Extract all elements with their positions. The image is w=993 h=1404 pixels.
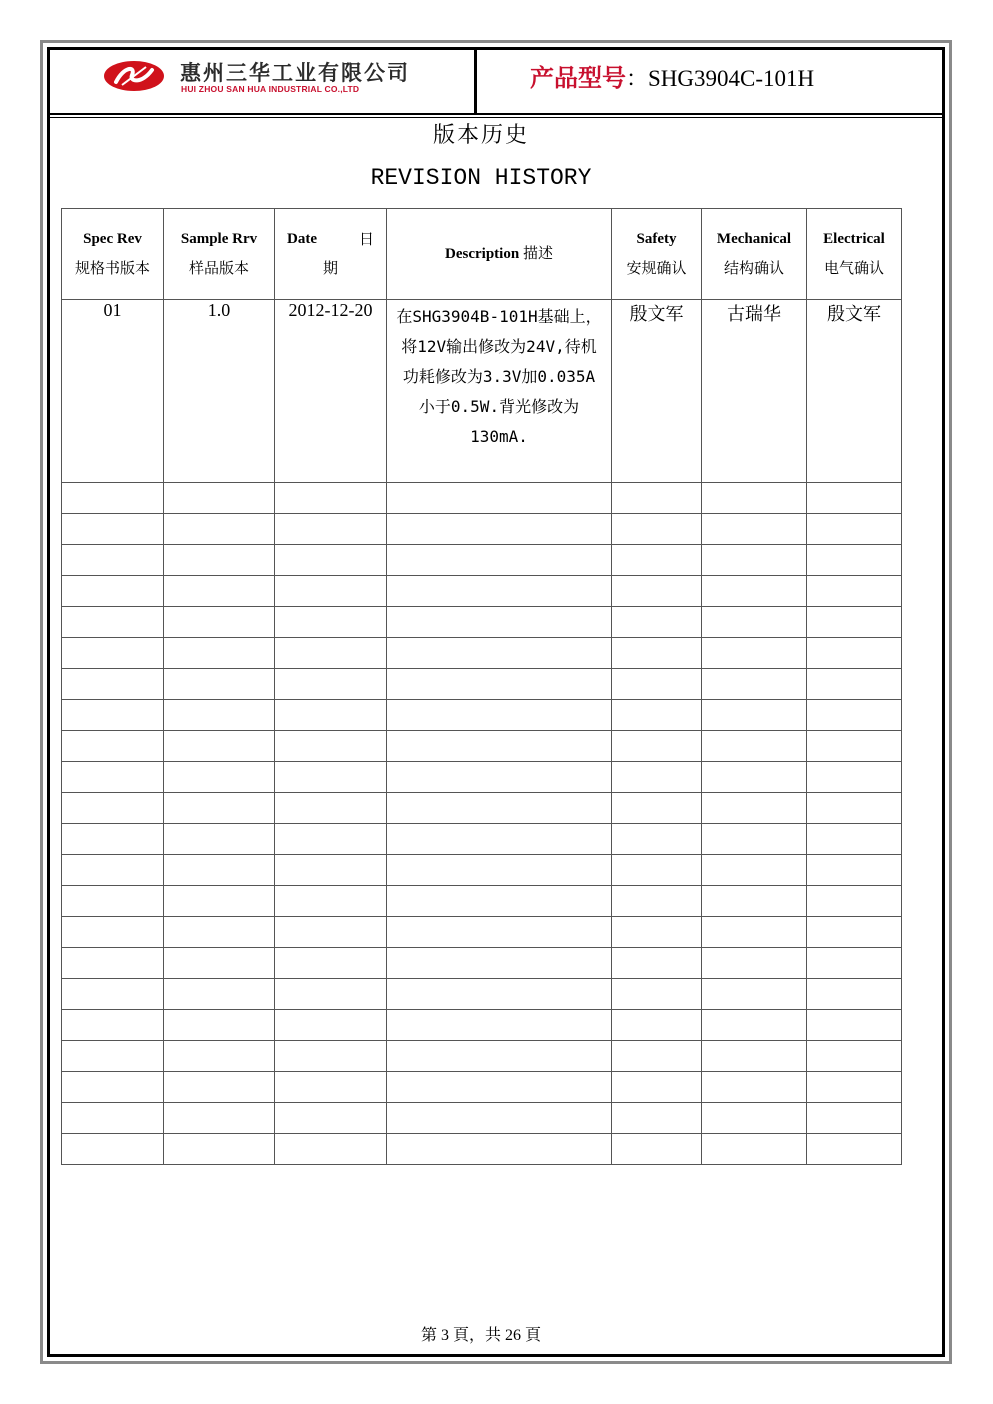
model-label: 产品型号 [530, 64, 626, 92]
table-cell-empty [275, 1103, 387, 1134]
table-cell-empty [702, 824, 807, 855]
col-label-cn: 电气确认 [823, 259, 884, 277]
table-cell-empty [702, 1134, 807, 1165]
col-label-en: Spec Rev [83, 231, 142, 247]
table-cell-empty [164, 793, 275, 824]
table-cell-empty [612, 483, 702, 514]
table-cell-empty [612, 917, 702, 948]
table-cell-empty [62, 607, 164, 638]
table-cell-empty [62, 1134, 164, 1165]
table-cell-empty [702, 514, 807, 545]
col-label-cn: 样品版本 [188, 259, 249, 277]
table-cell-empty [387, 731, 612, 762]
table-cell-empty [807, 700, 902, 731]
table-cell-empty [807, 824, 902, 855]
col-label-en: Sample Rrv [180, 231, 258, 247]
table-cell-empty [612, 1134, 702, 1165]
table-cell-empty [702, 731, 807, 762]
table-cell-empty [164, 638, 275, 669]
table-cell-empty [387, 917, 612, 948]
table-row-empty [62, 1072, 902, 1103]
table-cell-empty [164, 700, 275, 731]
table-row-empty [62, 731, 902, 762]
table-cell-empty [702, 1010, 807, 1041]
col-electrical [807, 209, 902, 300]
table-cell-empty [164, 514, 275, 545]
table-cell-empty [275, 607, 387, 638]
col-label-cn: 规格书版本 [74, 259, 150, 277]
table-cell-empty [702, 1072, 807, 1103]
table-cell-empty [275, 1134, 387, 1165]
table-cell-empty [164, 762, 275, 793]
cell-electrical: 殷文军 [807, 300, 902, 483]
table-cell-empty [807, 886, 902, 917]
table-cell-empty [275, 762, 387, 793]
table-cell-empty [807, 669, 902, 700]
table-row-empty [62, 607, 902, 638]
table-cell-empty [807, 731, 902, 762]
footer-suffix: 頁 [525, 1327, 542, 1344]
table-cell-empty [387, 1134, 612, 1165]
table-row-empty [62, 762, 902, 793]
table-cell-empty [164, 1072, 275, 1103]
table-cell-empty [164, 886, 275, 917]
table-cell-empty [62, 979, 164, 1010]
table-cell-empty [612, 607, 702, 638]
table-cell-empty [387, 793, 612, 824]
table-row-empty [62, 855, 902, 886]
table-cell-empty [702, 948, 807, 979]
table-cell-empty [612, 886, 702, 917]
page-footer [0, 1322, 962, 1345]
col-label-cn: 描述 [522, 244, 553, 262]
table-cell-empty [612, 1072, 702, 1103]
table-cell-empty [275, 700, 387, 731]
table-cell-empty [702, 793, 807, 824]
table-cell-empty [612, 948, 702, 979]
table-cell-empty [807, 793, 902, 824]
model-value: SHG3904C-101H [648, 66, 815, 91]
table-row-empty [62, 886, 902, 917]
table-cell-empty [702, 669, 807, 700]
table-cell-empty [702, 1041, 807, 1072]
table-cell-empty [164, 917, 275, 948]
table-cell-empty [702, 886, 807, 917]
table-cell-empty [612, 855, 702, 886]
table-cell-empty [702, 762, 807, 793]
table-cell-empty [275, 917, 387, 948]
footer-middle: 頁，共 [452, 1327, 501, 1344]
table-cell-empty [807, 576, 902, 607]
table-cell-empty [702, 483, 807, 514]
table-cell-empty [387, 762, 612, 793]
table-cell-empty [164, 855, 275, 886]
table-cell-empty [387, 1072, 612, 1103]
col-description [387, 209, 612, 300]
table-cell-empty [164, 669, 275, 700]
table-cell-empty [387, 576, 612, 607]
product-model [530, 58, 814, 93]
col-sample-rev [164, 209, 275, 300]
table-row-empty [62, 824, 902, 855]
table-cell-empty [807, 1041, 902, 1072]
table-cell-empty [612, 669, 702, 700]
col-safety [612, 209, 702, 300]
table-row-empty [62, 576, 902, 607]
table-cell-empty [164, 576, 275, 607]
table-row-empty [62, 1010, 902, 1041]
table-cell-empty [702, 855, 807, 886]
table-cell-empty [275, 638, 387, 669]
table-cell-empty [612, 1103, 702, 1134]
table-cell-empty [62, 917, 164, 948]
table-cell-empty [807, 979, 902, 1010]
page-title-en: REVISION HISTORY [370, 165, 592, 191]
header-rule [50, 113, 942, 115]
table-cell-empty [275, 1010, 387, 1041]
cell-spec-rev: 01 [62, 300, 164, 483]
col-label-en: Mechanical [716, 231, 792, 247]
table-cell-empty [612, 979, 702, 1010]
table-header-row [62, 209, 902, 300]
table-cell-empty [387, 669, 612, 700]
table-cell-empty [387, 948, 612, 979]
table-cell-empty [164, 545, 275, 576]
table-cell-empty [807, 948, 902, 979]
table-cell-empty [275, 979, 387, 1010]
table-cell-empty [807, 545, 902, 576]
table-cell-empty [275, 576, 387, 607]
table-cell-empty [807, 607, 902, 638]
table-cell-empty [387, 483, 612, 514]
col-label-en: Description [445, 246, 520, 262]
table-cell-empty [612, 1041, 702, 1072]
table-cell-empty [164, 1134, 275, 1165]
table-cell-empty [62, 638, 164, 669]
table-cell-empty [387, 979, 612, 1010]
col-spec-rev [62, 209, 164, 300]
table-cell-empty [275, 1072, 387, 1103]
table-cell-empty [164, 979, 275, 1010]
table-cell-empty [702, 700, 807, 731]
table-cell-empty [164, 1010, 275, 1041]
table-cell-empty [62, 514, 164, 545]
table-cell-empty [807, 1134, 902, 1165]
model-colon: ： [626, 66, 649, 91]
table-cell-empty [612, 514, 702, 545]
table-row-empty [62, 1041, 902, 1072]
table-row-empty [62, 1103, 902, 1134]
table-cell-empty [807, 1010, 902, 1041]
table-cell-empty [387, 824, 612, 855]
col-label-cn: 结构确认 [723, 259, 784, 277]
table-cell-empty [702, 545, 807, 576]
table-cell-empty [387, 886, 612, 917]
table-cell-empty [62, 793, 164, 824]
table-cell-empty [807, 514, 902, 545]
table-cell-empty [612, 824, 702, 855]
table-row-empty [62, 917, 902, 948]
table-cell-empty [387, 1010, 612, 1041]
revision-table [61, 208, 902, 1165]
table-cell-empty [62, 483, 164, 514]
table-cell-empty [702, 979, 807, 1010]
page-title-cn: 版本历史 [432, 123, 529, 148]
table-cell-empty [612, 576, 702, 607]
table-cell-empty [62, 824, 164, 855]
table-cell-empty [62, 545, 164, 576]
col-mechanical [702, 209, 807, 300]
cell-safety: 殷文军 [612, 300, 702, 483]
table-cell-empty [807, 855, 902, 886]
table-cell-empty [164, 824, 275, 855]
table-cell-empty [702, 1103, 807, 1134]
table-cell-empty [612, 638, 702, 669]
table-cell-empty [62, 948, 164, 979]
col-label-cn: 安规确认 [626, 259, 687, 277]
table-cell-empty [275, 855, 387, 886]
table-cell-empty [702, 917, 807, 948]
table-cell-empty [387, 700, 612, 731]
table-cell-empty [612, 793, 702, 824]
table-row-empty [62, 793, 902, 824]
table-row-empty [62, 638, 902, 669]
table-cell-empty [612, 731, 702, 762]
table-cell-empty [612, 545, 702, 576]
table-row-empty [62, 669, 902, 700]
col-label-en: Electrical [823, 231, 885, 247]
table-cell-empty [275, 886, 387, 917]
col-label-cn: 期 [322, 259, 338, 277]
table-cell-empty [164, 731, 275, 762]
table-cell-empty [387, 607, 612, 638]
table-row-empty [62, 979, 902, 1010]
table-cell-empty [164, 483, 275, 514]
table-cell-empty [275, 514, 387, 545]
cell-date: 2012-12-20 [275, 300, 387, 483]
table-row-empty [62, 948, 902, 979]
table-cell-empty [164, 1041, 275, 1072]
table-cell-empty [164, 948, 275, 979]
table-row [62, 300, 902, 483]
table-row-empty [62, 1134, 902, 1165]
table-cell-empty [275, 669, 387, 700]
table-cell-empty [807, 483, 902, 514]
table-cell-empty [164, 607, 275, 638]
table-cell-empty [387, 638, 612, 669]
table-cell-empty [807, 762, 902, 793]
footer-page-number: 3 [440, 1327, 449, 1344]
table-cell-empty [612, 700, 702, 731]
table-cell-empty [702, 607, 807, 638]
table-cell-empty [62, 1041, 164, 1072]
table-cell-empty [164, 1103, 275, 1134]
cell-description: 在SHG3904B-101H基础上，将12V输出修改为24V,待机功耗修改为3.3V加0.035A小于0.5W.背光修改为130mA. [387, 300, 612, 483]
table-cell-empty [62, 576, 164, 607]
table-cell-empty [62, 1103, 164, 1134]
table-cell-empty [275, 948, 387, 979]
col-label-en: Date [287, 231, 317, 247]
table-cell-empty [62, 731, 164, 762]
table-row-empty [62, 700, 902, 731]
table-cell-empty [387, 514, 612, 545]
table-cell-empty [387, 1103, 612, 1134]
table-cell-empty [807, 1103, 902, 1134]
table-cell-empty [62, 762, 164, 793]
table-cell-empty [275, 731, 387, 762]
table-cell-empty [387, 1041, 612, 1072]
table-cell-empty [62, 669, 164, 700]
table-cell-empty [62, 1072, 164, 1103]
col-date [275, 209, 387, 300]
table-cell-empty [807, 1072, 902, 1103]
table-row-empty [62, 545, 902, 576]
table-cell-empty [612, 762, 702, 793]
table-cell-empty [807, 917, 902, 948]
table-cell-empty [275, 824, 387, 855]
table-cell-empty [807, 638, 902, 669]
table-row-empty [62, 514, 902, 545]
company-logo-icon [102, 58, 166, 94]
company-name-cn: 惠州三华工业有限公司 [180, 61, 410, 85]
col-label-cn: 日 [358, 230, 374, 248]
company-name-en: HUI ZHOU SAN HUA INDUSTRIAL CO.,LTD [181, 84, 360, 94]
table-cell-empty [275, 545, 387, 576]
table-cell-empty [702, 638, 807, 669]
table-cell-empty [387, 855, 612, 886]
table-cell-empty [387, 545, 612, 576]
table-cell-empty [62, 886, 164, 917]
table-cell-empty [275, 793, 387, 824]
header-divider [474, 50, 477, 114]
table-cell-empty [62, 1010, 164, 1041]
col-label-en: Safety [636, 231, 677, 247]
table-cell-empty [702, 576, 807, 607]
cell-sample-rev: 1.0 [164, 300, 275, 483]
table-row-empty [62, 483, 902, 514]
table-cell-empty [62, 855, 164, 886]
cell-mechanical: 古瑞华 [702, 300, 807, 483]
footer-page-total: 26 [505, 1327, 521, 1344]
table-cell-empty [612, 1010, 702, 1041]
table-cell-empty [62, 700, 164, 731]
table-cell-empty [275, 483, 387, 514]
footer-prefix: 第 [420, 1327, 437, 1344]
table-cell-empty [275, 1041, 387, 1072]
